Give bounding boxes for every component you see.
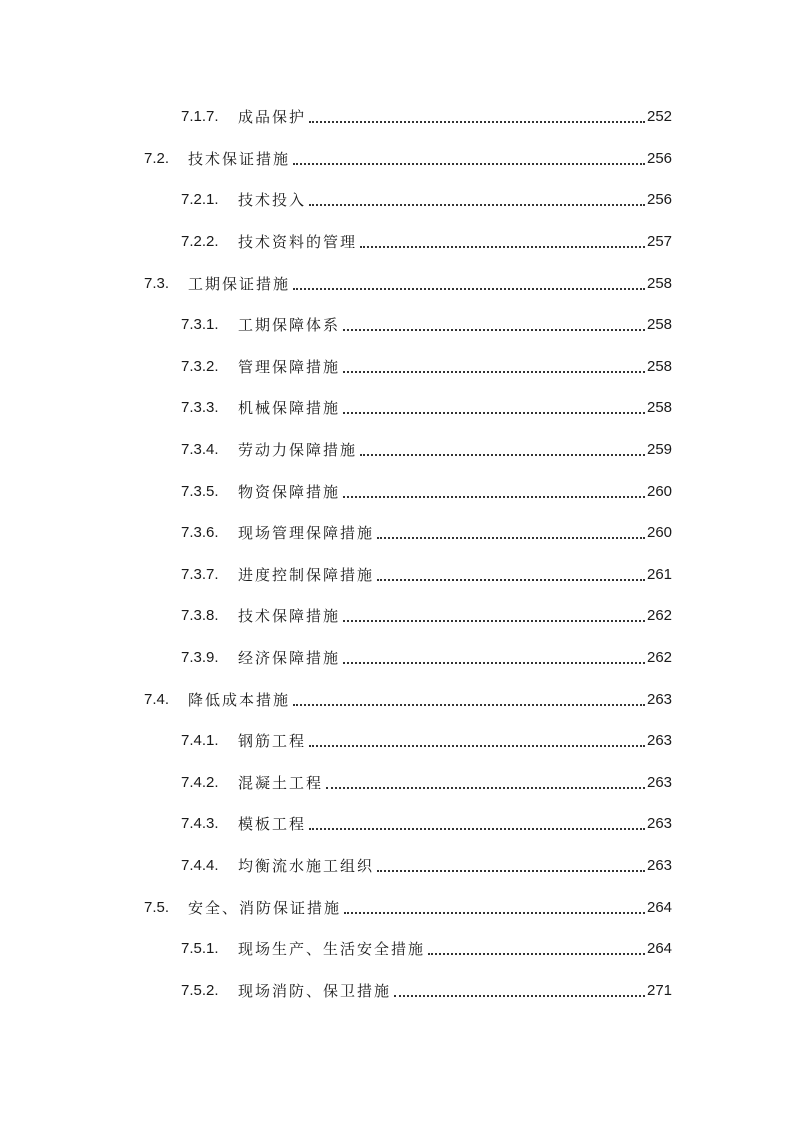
dot-leader [326, 786, 645, 789]
toc-entry-title: 劳动力保障措施 [238, 441, 358, 460]
toc-entry-number: 7.2.1. [181, 191, 219, 209]
toc-entry-title: 技术保证措施 [188, 149, 291, 168]
toc-entry-7-3-8[interactable] [0, 595, 793, 637]
toc-entry-7-4[interactable] [0, 678, 793, 720]
toc-entry-7-4-3[interactable] [0, 803, 793, 845]
toc-entry-title: 均衡流水施工组织 [238, 856, 375, 875]
toc-entry-title: 现场消防、保卫措施 [238, 981, 392, 1000]
toc-entry-title: 成品保护 [238, 108, 307, 127]
toc-entry-7-3-2[interactable] [0, 346, 793, 388]
dot-leader [377, 536, 645, 539]
toc-entry-7-3-5[interactable] [0, 470, 793, 512]
toc-entry-7-4-2[interactable] [0, 762, 793, 804]
toc-entry-7-3-1[interactable] [0, 304, 793, 346]
toc-entry-title: 现场管理保障措施 [238, 524, 375, 543]
toc-entry-title: 技术投入 [238, 191, 307, 210]
toc-entry-7-3-9[interactable] [0, 637, 793, 679]
toc-entry-number: 7.1.7. [181, 108, 219, 126]
toc-entry-title: 机械保障措施 [238, 399, 341, 418]
toc-entry-page: 258 [647, 399, 673, 417]
toc-entry-number: 7.4.1. [181, 732, 219, 750]
toc-entry-page: 258 [647, 274, 673, 292]
toc-entry-number: 7.4.2. [181, 773, 219, 791]
toc-entry-number: 7.4.4. [181, 856, 219, 874]
toc-entry-number: 7.3.3. [181, 399, 219, 417]
toc-entry-number: 7.4.3. [181, 815, 219, 833]
toc-entry-number: 7.5.2. [181, 981, 219, 999]
toc-entry-page: 258 [647, 316, 673, 334]
toc-entry-page: 263 [647, 732, 673, 750]
dot-leader [343, 328, 645, 331]
toc-entry-number: 7.3.5. [181, 482, 219, 500]
dot-leader [428, 952, 645, 955]
toc-entry-title: 现场生产、生活安全措施 [238, 940, 426, 959]
toc-entry-title: 物资保障措施 [238, 482, 341, 501]
toc-entry-7-2[interactable] [0, 138, 793, 180]
toc-entry-7-3-7[interactable] [0, 554, 793, 596]
toc-entry-7-3-4[interactable] [0, 429, 793, 471]
dot-leader [377, 578, 645, 581]
dot-leader [293, 162, 645, 165]
dot-leader [293, 703, 645, 706]
toc-entry-number: 7.3.2. [181, 357, 219, 375]
toc-entry-page: 263 [647, 815, 673, 833]
dot-leader [309, 203, 645, 206]
toc-entry-number: 7.2.2. [181, 233, 219, 251]
toc-entry-page: 263 [647, 856, 673, 874]
toc-entry-number: 7.3.9. [181, 649, 219, 667]
toc-entry-title: 混凝土工程 [238, 773, 324, 792]
toc-entry-7-4-1[interactable] [0, 720, 793, 762]
toc-entry-title: 模板工程 [238, 815, 307, 834]
toc-entry-7-5[interactable] [0, 886, 793, 928]
toc-entry-title: 技术保障措施 [238, 607, 341, 626]
dot-leader [343, 619, 645, 622]
toc-entry-page: 264 [647, 898, 673, 916]
toc-entry-title: 安全、消防保证措施 [188, 898, 342, 917]
toc-entry-7-2-2[interactable] [0, 221, 793, 263]
toc-entry-page: 257 [647, 233, 673, 251]
table-of-contents [0, 96, 793, 1011]
toc-entry-title: 管理保障措施 [238, 357, 341, 376]
toc-entry-7-5-1[interactable] [0, 928, 793, 970]
toc-entry-page: 262 [647, 607, 673, 625]
toc-entry-page: 258 [647, 357, 673, 375]
dot-leader [343, 661, 645, 664]
dot-leader [343, 411, 645, 414]
toc-entry-number: 7.2. [144, 149, 170, 167]
toc-entry-number: 7.5.1. [181, 940, 219, 958]
dot-leader [344, 911, 645, 914]
toc-entry-page: 262 [647, 649, 673, 667]
toc-entry-title: 经济保障措施 [238, 649, 341, 668]
dot-leader [343, 370, 645, 373]
toc-entry-number: 7.5. [144, 898, 170, 916]
toc-entry-7-3-3[interactable] [0, 387, 793, 429]
toc-entry-number: 7.3.7. [181, 565, 219, 583]
toc-entry-7-1-7[interactable] [0, 96, 793, 138]
toc-entry-7-3-6[interactable] [0, 512, 793, 554]
toc-entry-7-5-2[interactable] [0, 969, 793, 1011]
toc-entry-title: 钢筋工程 [238, 732, 307, 751]
toc-entry-number: 7.3.1. [181, 316, 219, 334]
toc-entry-number: 7.4. [144, 690, 170, 708]
toc-entry-page: 263 [647, 690, 673, 708]
toc-entry-number: 7.3.4. [181, 441, 219, 459]
toc-entry-page: 260 [647, 482, 673, 500]
dot-leader [309, 120, 645, 123]
toc-entry-title: 工期保证措施 [188, 274, 291, 293]
dot-leader [360, 453, 645, 456]
toc-entry-7-4-4[interactable] [0, 845, 793, 887]
toc-entry-title: 工期保障体系 [238, 316, 341, 335]
toc-entry-page: 263 [647, 773, 673, 791]
toc-entry-page: 260 [647, 524, 673, 542]
dot-leader [360, 245, 645, 248]
toc-entry-page: 264 [647, 940, 673, 958]
toc-entry-page: 256 [647, 149, 673, 167]
dot-leader [394, 994, 645, 997]
dot-leader [343, 495, 645, 498]
toc-entry-title: 进度控制保障措施 [238, 565, 375, 584]
toc-entry-7-3[interactable] [0, 262, 793, 304]
dot-leader [293, 287, 645, 290]
toc-entry-title: 降低成本措施 [188, 690, 291, 709]
dot-leader [309, 744, 645, 747]
toc-entry-page: 256 [647, 191, 673, 209]
toc-entry-number: 7.3.8. [181, 607, 219, 625]
toc-entry-number: 7.3. [144, 274, 170, 292]
toc-entry-page: 252 [647, 108, 673, 126]
toc-entry-page: 271 [647, 981, 673, 999]
dot-leader [377, 869, 645, 872]
toc-entry-page: 259 [647, 441, 673, 459]
toc-entry-7-2-1[interactable] [0, 179, 793, 221]
toc-entry-page: 261 [647, 565, 673, 583]
dot-leader [309, 827, 645, 830]
toc-entry-number: 7.3.6. [181, 524, 219, 542]
toc-entry-title: 技术资料的管理 [238, 233, 358, 252]
